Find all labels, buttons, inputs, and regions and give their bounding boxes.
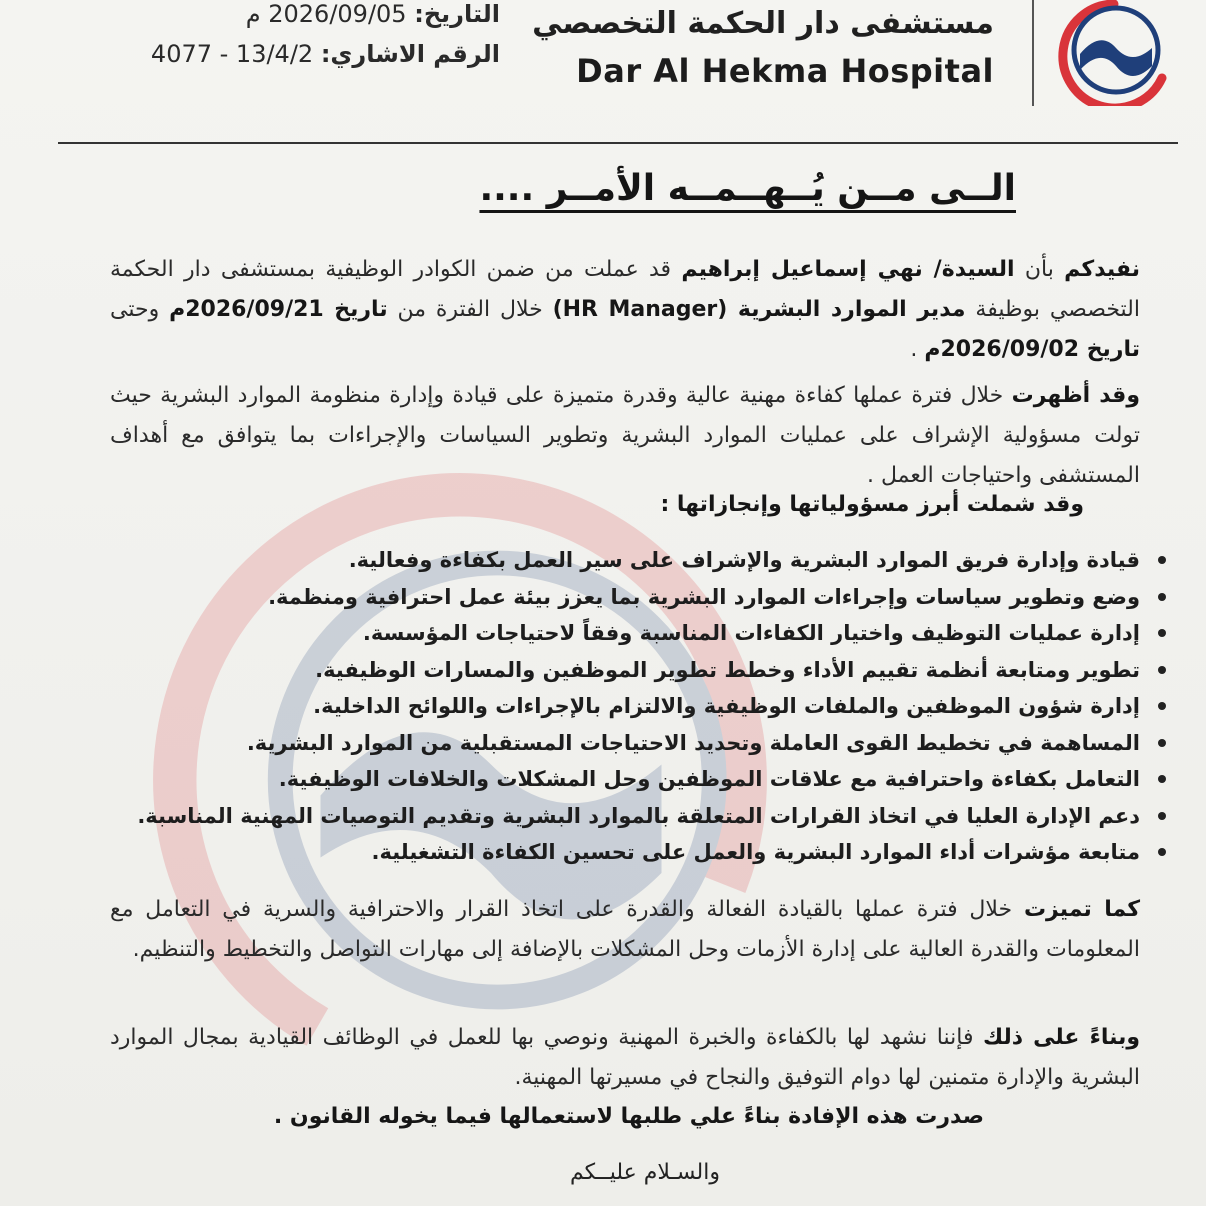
- date-value: 2026/09/05 م: [245, 0, 407, 28]
- recommendation-text: فإننا نشهد لها بالكفاءة والخبرة المهنية ونوصي بها للعمل في الوظائف القيادية بمجال الموارد البشرية والإدارة متمنين لها دوام التوفيق والنجاح في مسيرتها المهنية.: [110, 1025, 1140, 1090]
- paragraph-recommendation: [110, 1018, 1140, 1098]
- reference-line: [120, 34, 500, 74]
- list-item: متابعة مؤشرات أداء الموارد البشرية والعمل على تحسين الكفاءة التشغيلية.: [200, 834, 1140, 871]
- employee-name: السيدة/ نهي إسماعيل إبراهيم: [681, 257, 1015, 282]
- intro-lead: نفيدكم: [1064, 257, 1141, 282]
- list-item: المساهمة في تخطيط القوى العاملة وتحديد الاحتياجات المستقبلية من الموارد البشرية.: [200, 725, 1140, 762]
- distinction-lead: كما تميزت: [1023, 897, 1141, 922]
- list-item: إدارة شؤون الموظفين والملفات الوظيفية والالتزام بالإجراءات واللوائح الداخلية.: [200, 688, 1140, 725]
- intro-text-1: بأن: [1014, 257, 1065, 282]
- list-item: قيادة وإدارة فريق الموارد البشرية والإشراف على سير العمل بكفاءة وفعالية.: [200, 542, 1140, 579]
- header-meta: [120, 0, 500, 74]
- date-line: [120, 0, 500, 34]
- closing-statement: صدرت هذه الإفادة بناءً علي طلبها لاستعمالها فيما يخوله القانون .: [273, 1104, 984, 1129]
- performance-lead: وقد أظهرت: [1011, 383, 1141, 408]
- responsibilities-title: وقد شملت أبرز مسؤولياتها وإنجازاتها :: [660, 492, 1084, 517]
- hospital-name-arabic: مستشفى دار الحكمة التخصصي: [532, 6, 994, 41]
- list-item: إدارة عمليات التوظيف واختيار الكفاءات المناسبة وفقاً لاحتياجات المؤسسة.: [200, 615, 1140, 652]
- list-item: تطوير ومتابعة أنظمة تقييم الأداء وخطط تطوير الموظفين والمسارات الوظيفية.: [200, 652, 1140, 689]
- distinction-text: خلال فترة عملها بالقيادة الفعالة والقدرة على اتخاذ القرار والاحترافية والسرية في التعامل مع المعلومات والقدرة العالية على إدارة الأزمات وحل المشكلات بالإضافة إلى مهارات التواصل والتخطيط والتنظيم.: [110, 897, 1140, 962]
- recommendation-lead: وبناءً على ذلك: [982, 1025, 1141, 1050]
- hospital-logo: [1044, 0, 1170, 106]
- header-rule: [58, 142, 1178, 144]
- period-end: تاريخ 2026/09/02م: [924, 337, 1140, 362]
- greeting: والسـلام عليــكم: [570, 1160, 720, 1185]
- header-divider: [1032, 0, 1034, 106]
- job-title: مدير الموارد البشرية (HR Manager): [552, 297, 966, 322]
- date-label: التاريخ:: [414, 0, 500, 28]
- paragraph-distinction: [110, 890, 1140, 970]
- reference-value: 13/4/2 - 4077: [150, 40, 314, 68]
- paragraph-intro: [110, 250, 1140, 370]
- intro-text-4: وحتى: [110, 297, 170, 322]
- list-item: التعامل بكفاءة واحترافية مع علاقات الموظفين وحل المشكلات والخلافات الوظيفية.: [200, 761, 1140, 798]
- intro-text-3: خلال الفترة من: [387, 297, 553, 322]
- reference-label: الرقم الاشاري:: [320, 40, 500, 68]
- responsibilities-list: [137, 542, 1174, 871]
- paragraph-performance: [110, 376, 1140, 496]
- intro-text-5: .: [910, 337, 925, 362]
- list-item: وضع وتطوير سياسات وإجراءات الموارد البشرية بما يعزز بيئة عمل احترافية ومنظمة.: [200, 579, 1140, 616]
- letter-subject: الــى مــن يُــهــمــه الأمــر ....: [479, 168, 1016, 209]
- list-item: دعم الإدارة العليا في اتخاذ القرارات المتعلقة بالموارد البشرية وتقديم التوصيات المهنية المناسبة.: [200, 798, 1140, 835]
- intro-text-2: قد عملت من ضمن الكوادر الوظيفية بمستشفى دار الحكمة التخصصي بوظيفة: [110, 257, 1140, 322]
- hospital-name-english: Dar Al Hekma Hospital: [576, 52, 994, 90]
- performance-text: خلال فترة عملها كفاءة مهنية عالية وقدرة متميزة على قيادة وإدارة منظومة الموارد البشرية حيث تولت مسؤولية الإشراف على عمليات الموارد البشرية وتطوير السياسات والإجراءات بما يتوافق مع أهداف المستشفى واحتياجات العمل .: [110, 383, 1140, 488]
- period-start: تاريخ 2026/09/21م: [169, 297, 388, 322]
